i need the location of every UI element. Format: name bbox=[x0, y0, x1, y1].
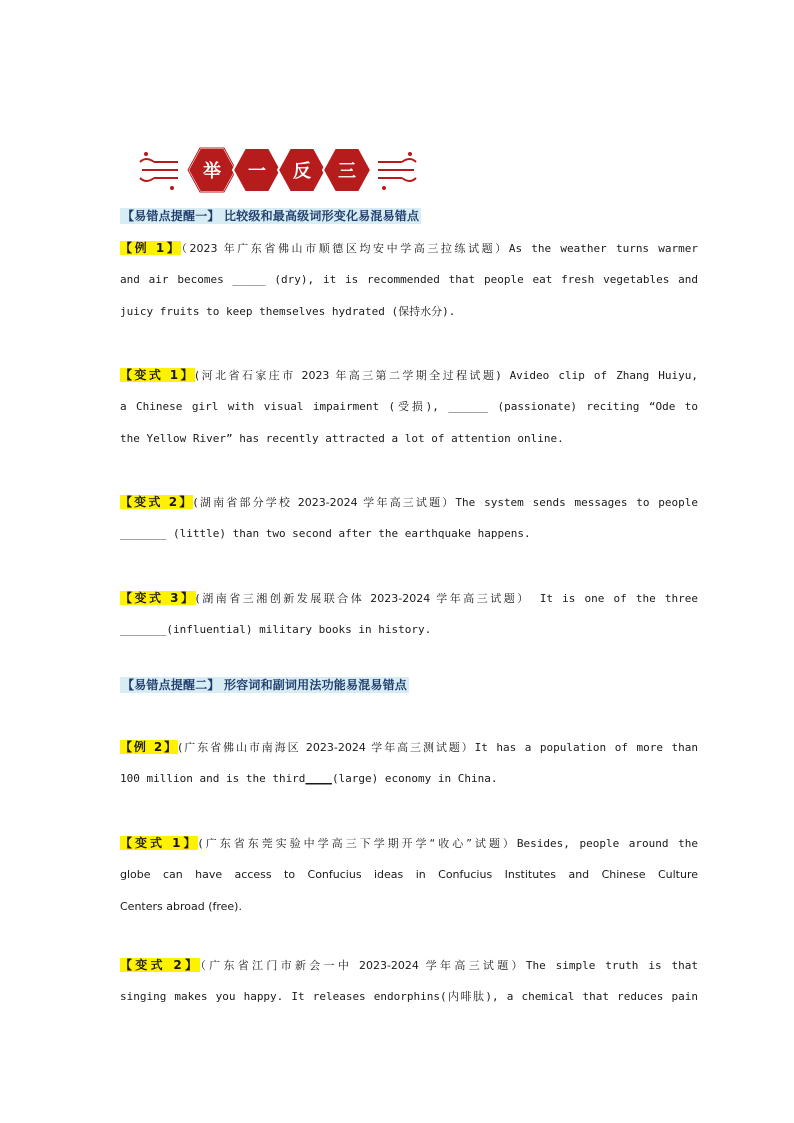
question-variant-1 bbox=[120, 359, 698, 455]
hexagon-4 bbox=[323, 148, 371, 192]
banner-char-4: 三 bbox=[338, 161, 356, 182]
question-text: As the weather turns warmer bbox=[508, 242, 699, 255]
question-text: Avideo clip of Zhang Huiyu, bbox=[509, 369, 699, 382]
question-source: (湖南省部分学校 2023-2024 学年高三试题） bbox=[193, 496, 456, 509]
question-text: (large) economy in China. bbox=[331, 772, 498, 785]
question-text: the Yellow River” has recently attracted a lot of attention online. bbox=[120, 432, 564, 445]
section-heading-1: 【易错点提醒一】 比较级和最高级词形变化易混易错点 bbox=[122, 209, 420, 223]
question-source: (广东省佛山市南海区 2023-2024 学年高三测试题） bbox=[178, 741, 475, 754]
banner-char-3: 反 bbox=[293, 161, 311, 182]
question-text: The system sends messages to people bbox=[455, 496, 699, 509]
question-source: (广东省东莞实验中学高三下学期开学“收心”试题） bbox=[198, 837, 517, 850]
question-example-1 bbox=[120, 232, 698, 328]
question-tag: 【变式 1】 bbox=[120, 836, 199, 850]
hexagon-1 bbox=[188, 148, 236, 192]
question-source: （广东省江门市新会一中 2023-2024 学年高三试题） bbox=[200, 959, 526, 972]
question-tag: 【例 1】 bbox=[120, 241, 182, 255]
question-source: （2023 年广东省佛山市顺德区均安中学高三拉练试题） bbox=[181, 242, 509, 255]
question-text: _______ (little) than two second after the earthquake happens. bbox=[120, 527, 531, 540]
question-text: globe can have access to Confucius ideas in Confucius Institutes and Chinese Culture bbox=[120, 868, 698, 881]
question-text: Besides, people around the bbox=[516, 837, 699, 850]
question-text: It has a population of more than bbox=[474, 741, 698, 754]
hexagon-2 bbox=[233, 148, 281, 192]
question-text: The simple truth is that bbox=[525, 959, 698, 972]
hexagon-3 bbox=[278, 148, 326, 192]
question-tag: 【变式 2】 bbox=[120, 958, 201, 972]
question-variant-1b bbox=[120, 827, 698, 923]
question-text: a Chinese girl with visual impairment (受损), ______ (passionate) reciting “Ode to bbox=[120, 400, 698, 413]
question-text: Centers abroad (free). bbox=[120, 900, 242, 913]
banner-char-2: 一 bbox=[248, 161, 266, 182]
question-example-2 bbox=[120, 731, 698, 795]
banner-heading bbox=[138, 140, 418, 200]
question-text: It is one of the three bbox=[539, 592, 698, 605]
left-ornament bbox=[140, 159, 178, 181]
question-variant-2 bbox=[120, 486, 698, 550]
banner-char-1: 举 bbox=[203, 161, 221, 182]
question-text: and air becomes _____ (dry), it is recommended that people eat fresh vegetables and bbox=[120, 273, 698, 286]
question-variant-3 bbox=[120, 582, 698, 646]
answer-blank: ____ bbox=[305, 772, 332, 785]
question-source: (河北省石家庄市 2023 年高三第二学期全过程试题) bbox=[194, 369, 501, 382]
question-tag: 【例 2】 bbox=[120, 740, 179, 754]
question-tag: 【变式 2】 bbox=[120, 495, 194, 509]
question-text: juicy fruits to keep themselves hydrated (保持水分). bbox=[120, 305, 456, 318]
right-ornament bbox=[378, 159, 416, 181]
question-source: (湖南省三湘创新发展联合体 2023-2024 学年高三试题） bbox=[195, 592, 531, 605]
section-heading-2: 【易错点提醒二】 形容词和副词用法功能易混易错点 bbox=[122, 678, 407, 692]
question-text: _______(influential) military books in history. bbox=[120, 623, 432, 636]
question-text: singing makes you happy. It releases endorphins(内啡肽), a chemical that reduces pain bbox=[120, 990, 698, 1003]
question-tag: 【变式 1】 bbox=[120, 368, 195, 382]
question-tag: 【变式 3】 bbox=[120, 591, 196, 605]
question-text: 100 million and is the third bbox=[120, 772, 306, 785]
question-variant-2b bbox=[120, 949, 698, 1013]
